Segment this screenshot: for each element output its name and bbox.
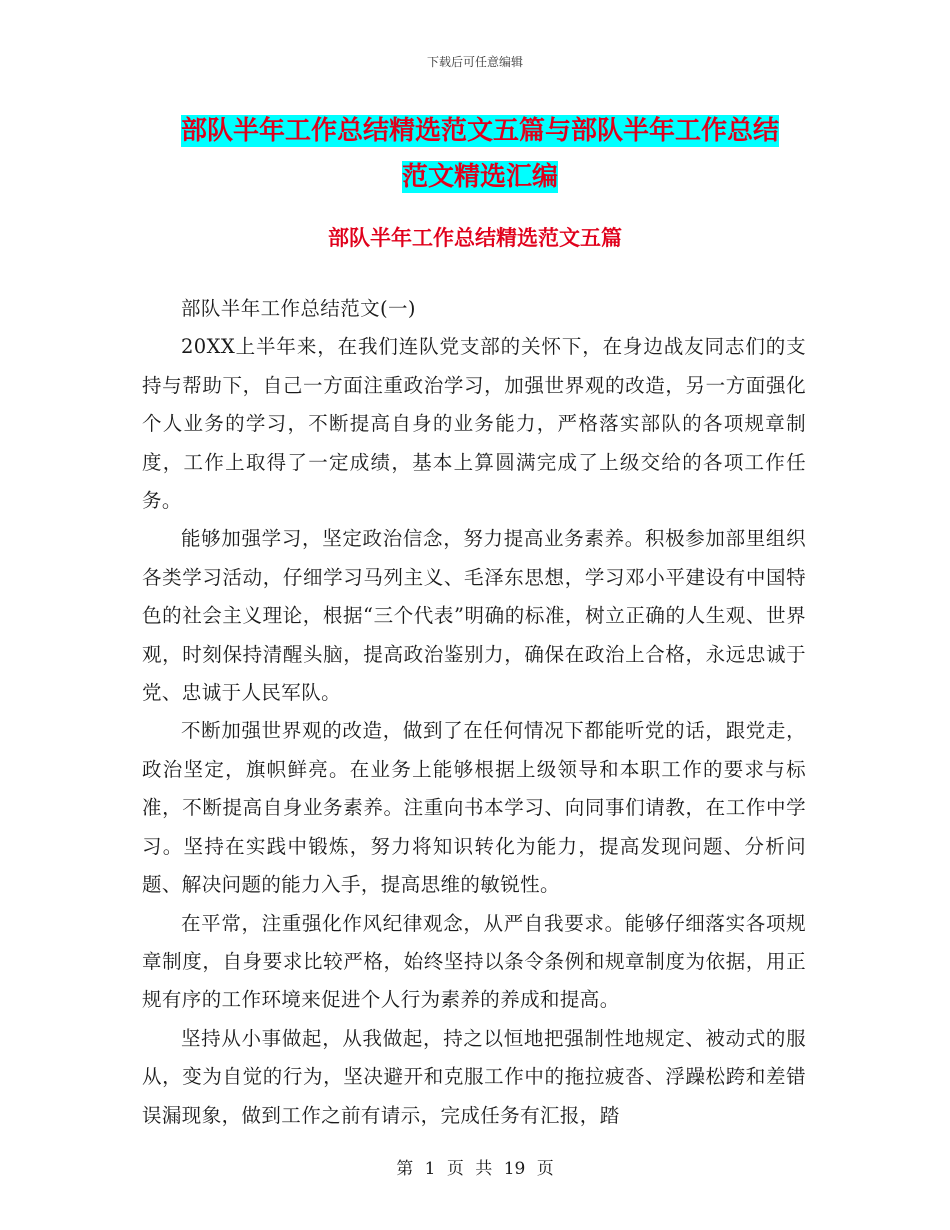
section-title: 部队半年工作总结精选范文五篇: [328, 226, 622, 250]
page-footer: 第 1 页 共 19 页: [396, 1159, 554, 1179]
document-title: [140, 108, 820, 200]
paragraph: 坚持从小事做起，从我做起，持之以恒地把强制性地规定、被动式的服从，变为自觉的行为，坚决避开和克服工作中的拖拉疲沓、浮躁松跨和差错误漏现象，做到工作之前有请示，完成任务有汇报，踏: [142, 1026, 806, 1127]
paragraph: 20XX上半年来，在我们连队党支部的关怀下，在身边战友同志们的支持与帮助下，自己一方面注重政治学习，加强世界观的改造，另一方面强化个人业务的学习，不断提高自身的业务能力，严格落实部队的各项规章制度，工作上取得了一定成绩，基本上算圆满完成了上级交给的各项工作任务。: [142, 335, 806, 513]
document-body: [142, 290, 806, 1135]
paragraph: 能够加强学习，坚定政治信念，努力提高业务素养。积极参加部里组织各类学习活动，仔细学习马列主义、毛泽东思想，学习邓小平建设有中国特色的社会主义理论，根据“三个代表”明确的标准，树立正确的人生观、世界观，时刻保持清醒头脑，提高政治鉴别力，确保在政治上合格，永远忠诚于党、忠诚于人民军队。: [142, 527, 806, 705]
paragraph: 不断加强世界观的改造，做到了在任何情况下都能听党的话，跟党走，政治坚定，旗帜鲜亮。在业务上能够根据上级领导和本职工作的要求与标准，不断提高自身业务素养。注重向书本学习、向同事们请教，在工作中学习。坚持在实践中锻炼，努力将知识转化为能力，提高发现问题、分析问题、解决问题的能力入手，提高思维的敏锐性。: [142, 719, 806, 897]
title-line-1: 部队半年工作总结精选范文五篇与部队半年工作总结: [180, 116, 779, 146]
title-line-2: 范文精选汇编: [401, 162, 558, 192]
header-note: 下载后可任意编辑: [426, 55, 523, 69]
paragraph-subtitle: 部队半年工作总结范文(一): [181, 297, 416, 320]
paragraph: 在平常，注重强化作风纪律观念，从严自我要求。能够仔细落实各项规章制度，自身要求比较严格，始终坚持以条令条例和规章制度为依据，用正规有序的工作环境来促进个人行为素养的养成和提高。: [142, 911, 806, 1012]
